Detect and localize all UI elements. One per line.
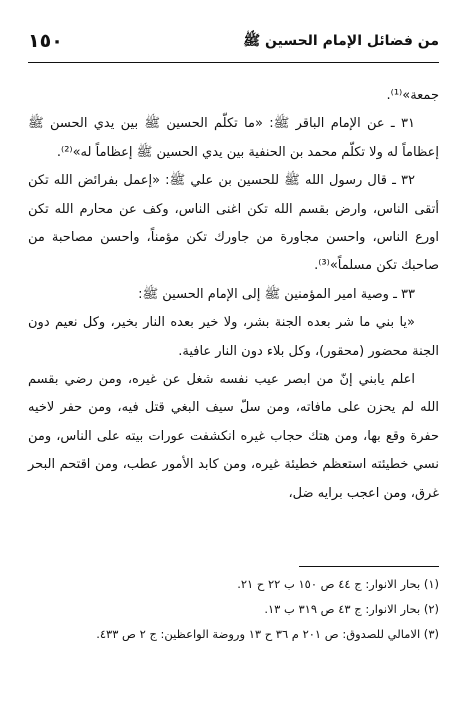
paragraph-continuation: جمعة»⁽¹⁾. — [386, 88, 439, 103]
paragraph-32: ٣٢ ـ قال رسول الله ﷺ للحسين بن علي ﷺ: «إعمل بفرائض الله تكن أتقى الناس، وارض بقسم الله تكن اغنى الناس، وكف عن محارم الله تكن اورع الناس، واحسن مجاورة من جاورك تكن مؤمناً، واحسن مصاحبة من صاحبك تكن مسلماً»⁽³⁾. — [28, 173, 439, 274]
footnote-divider — [299, 566, 439, 567]
paragraph-33-continued: اعلم يابني إنّ من ابصر عيب نفسه شغل عن غيره، ومن رضي بقسم الله لم يحزن على مافاته، ومن سلّ سيف البغي قتل فيه، ومن حفر لاخيه حفرة وقع بها، ومن هتك حجاب غيره انكشفت عورات بيته على الناس، ومن نسي خطيئته استعظم خطيئة غيره، ومن كابد الأمور عطب، ومن اقتحم البحر غرق، ومن اعجب برايه ضل، — [28, 372, 439, 501]
header-divider — [28, 62, 439, 63]
footnote-1: (١) بحار الانوار: ج ٤٤ ص ١٥٠ ب ٢٢ ح ٢١. — [237, 577, 439, 591]
running-title: من فضائل الإمام الحسين ﷺ — [243, 33, 439, 49]
paragraph-33-quote: «يا بني ما شر بعده الجنة بشر، ولا خير بعده النار بخير، وكل نعيم دون الجنة محضور (محقور)، وكل بلاء دون النار عافية. — [28, 315, 439, 359]
paragraph-33-heading: ٣٣ ـ وصية امير المؤمنين ﷺ إلى الإمام الحسين ﷺ: — [138, 286, 415, 302]
footnote-3: (٣) الامالي للصدوق: ص ٢٠١ م ٣٦ ح ١٣ وروضة الواعظين: ج ٢ ص ٤٣٣. — [96, 627, 439, 641]
footnote-2: (٢) بحار الانوار: ج ٤٣ ص ٣١٩ ب ١٣. — [264, 602, 439, 616]
page-number: ١٥٠ — [28, 30, 63, 52]
page-header — [28, 18, 439, 52]
body-text — [28, 82, 439, 508]
paragraph-31: ٣١ ـ عن الإمام الباقر ﷺ: «ما تكلّم الحسين ﷺ بين يدي الحسن ﷺ إعظاماً له ولا تكلّم محمد بن الحنفية بين يدي الحسين ﷺ إعظاماً له»⁽²⁾. — [28, 116, 439, 160]
footnotes — [28, 572, 439, 647]
